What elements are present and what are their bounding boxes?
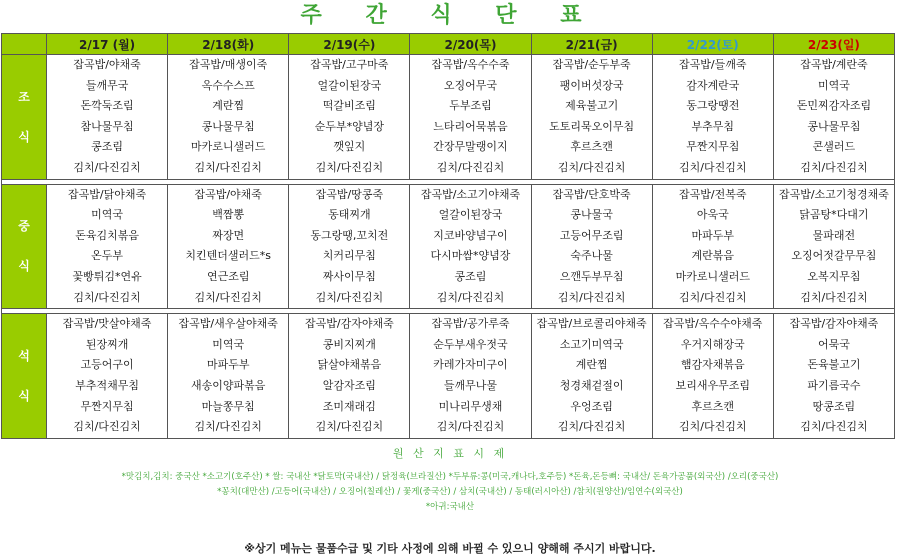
menu-item: 짜장면 [212,228,245,242]
menu-item: 김치/다진김치 [800,420,868,434]
menu-item: 들깨무국 [85,78,129,92]
menu-item: 청경채겉절이 [559,378,624,392]
menu-item: 부추무침 [691,119,735,133]
menu-cell [531,55,652,180]
menu-cell [47,184,168,309]
meal-label: 석 식 [2,314,47,439]
meal-label: 중 식 [2,184,47,309]
menu-item: 김치/다진김치 [557,420,626,434]
origin-notes [30,470,870,515]
menu-item: 제육불고기 [565,99,619,113]
menu-item: 닭살야채볶음 [317,358,382,372]
menu-item: 미나리무생채 [438,399,503,413]
menu-item: 된장찌개 [85,337,129,351]
menu-item: 간장무말랭이지 [433,140,508,154]
menu-item: 잡곡밥/브로콜리야채죽 [536,317,647,331]
meal-row [2,184,895,309]
menu-item: 콩나물무침 [807,119,861,133]
menu-item: 무짠지무침 [80,399,134,413]
menu-item: 잡곡밥/들깨죽 [679,58,747,71]
menu-item: 얼갈이된장국 [317,78,382,92]
menu-item: 김치/다진김치 [800,160,868,174]
menu-item: 김치/다진김치 [436,420,505,434]
menu-item: 잡곡밥/야채죽 [73,58,141,71]
menu-cell [531,184,652,309]
menu-item: 잡곡밥/맛살야채죽 [62,317,152,331]
menu-item: 잡곡밥/옥수수야채죽 [663,317,763,331]
menu-item: 김치/다진김치 [315,160,384,174]
menu-item: 계란볶음 [691,249,735,263]
menu-item: 콩비지찌개 [322,337,376,351]
menu-item: 연근조림 [206,269,250,283]
menu-cell [168,184,289,309]
menu-item: 잡곡밥/매생이죽 [189,58,268,71]
menu-item: 후르츠캔 [691,399,735,413]
menu-item: 잡곡밥/소고기야채죽 [420,187,521,201]
menu-item: 김치/다진김치 [194,290,262,304]
menu-cell [289,314,410,439]
menu-item: 파기름국수 [807,378,861,392]
menu-cell [410,55,531,180]
menu-item: 콩나물국 [570,208,613,222]
menu-item: 김치/다진김치 [194,420,262,434]
menu-item: 마카로니샐러드 [191,140,266,154]
menu-item: 김치/다진김치 [73,290,141,304]
day-header: 2/19(수) [289,34,410,55]
menu-item: 카레가자미구이 [433,358,508,372]
menu-item: 아욱국 [696,208,729,222]
menu-item: 마카로니샐러드 [675,269,750,283]
menu-item: 잡곡밥/야채죽 [194,187,262,201]
day-header: 2/17 (월) [47,34,168,55]
menu-item: 콩조림 [454,269,487,283]
menu-item: 잡곡밥/순두부죽 [552,58,631,71]
day-header: 2/23(일) [773,34,894,55]
menu-item: 김치/다진김치 [679,290,747,304]
menu-item: 깻잎지 [333,140,366,154]
menu-item: 느타리어묵볶음 [433,119,508,133]
menu-item: 오징어젓갈무무침 [791,249,877,263]
menu-item: 미역국 [212,337,245,351]
menu-item: 잡곡밥/감자야채죽 [304,317,394,331]
menu-cell [773,55,894,180]
menu-item: 후르츠캔 [570,140,613,154]
menu-item: 알감자조림 [322,378,376,392]
menu-item: 감자계란국 [686,78,740,92]
menu-item: 보리새우무조림 [675,378,750,392]
menu-item: 무짠지무침 [686,140,740,154]
menu-item: 콩나물무침 [201,119,255,133]
menu-item: 지코바양념구이 [433,228,508,242]
menu-cell [531,314,652,439]
menu-item: 새송이양파볶음 [191,378,266,392]
menu-item: 돈육불고기 [807,358,861,372]
menu-item: 미역국 [91,208,124,222]
menu-item: 옥수수스프 [201,78,255,92]
menu-item: 계란찜 [575,358,608,372]
menu-item: 김치/다진김치 [436,160,505,174]
menu-item: 순두부새우젓국 [433,337,508,351]
menu-item: 떡갈비조림 [322,99,376,113]
origin-line: *아귀:국내산 [425,502,475,512]
meal-label: 조 식 [2,55,47,180]
menu-item: 잡곡밥/옥수수죽 [431,58,510,71]
menu-item: 돈민찌감자조림 [796,99,872,113]
menu-cell [652,55,773,180]
menu-item: 돈깍둑조림 [80,99,134,113]
menu-item: 도토리묵오이무침 [549,119,635,133]
menu-item: 잡곡밥/고구마죽 [310,58,389,71]
meal-row [2,314,895,439]
menu-item: 고등어무조림 [559,228,624,242]
menu-item: 김치/다진김치 [315,290,384,304]
menu-item: 햄감자채볶음 [680,358,745,372]
menu-item: 소고기미역국 [559,337,624,351]
day-header: 2/22(토) [652,34,773,55]
menu-item: 땅콩조림 [812,399,856,413]
day-header: 2/18(화) [168,34,289,55]
menu-item: 마파두부 [206,358,250,372]
menu-item: 잡곡밥/닭야채죽 [68,187,147,201]
menu-item: 잡곡밥/공가루죽 [431,317,510,331]
meal-row [2,55,895,180]
menu-item: 꽃빵튀김*연유 [72,269,142,283]
menu-item: 잡곡밥/감자야채죽 [789,317,879,331]
origin-line: *꽁치(대만산) /고등어(국내산) / 오징어(칠레산) / 꽃게(중국산) / 삼치(국내산) / 동태(러시아산) /참치(원양산)/임연수(외국산) [217,487,683,497]
menu-item: 마파두부 [691,228,735,242]
day-header: 2/20(목) [410,34,531,55]
menu-cell [773,184,894,309]
menu-item: 김치/다진김치 [679,420,747,434]
menu-item: 콘샐러드 [812,140,856,154]
menu-item: 부추적채무침 [75,378,139,392]
menu-item: 동태찌개 [328,208,371,222]
menu-cell [652,314,773,439]
menu-item: 다시마쌈*양념장 [430,249,511,263]
menu-item: 백짬뽕 [212,208,245,222]
menu-item: 김치/다진김치 [315,420,384,434]
menu-item: 얼갈이된장국 [438,208,503,222]
menu-item: 김치/다진김치 [557,160,626,174]
menu-item: 어묵국 [817,337,850,351]
menu-item: 돈육김치볶음 [75,228,139,242]
menu-cell [289,184,410,309]
menu-item: 김치/다진김치 [800,290,868,304]
menu-item: 마늘쫑무침 [201,399,255,413]
menu-item: 숙주나물 [570,249,613,263]
menu-item: 잡곡밥/전복죽 [679,187,747,201]
menu-cell [410,184,531,309]
menu-item: 으깬두부무침 [559,269,624,283]
menu-item: 잡곡밥/새우살야채죽 [178,317,278,331]
menu-item: 우엉조림 [570,399,613,413]
menu-item: 잡곡밥/소고기청경채죽 [778,187,889,201]
menu-cell [168,314,289,439]
weekly-menu-table [1,33,895,439]
menu-item: 고등어구이 [80,358,134,372]
origin-line: *맛김치,김치: 중국산 *소고기(호주산) * 쌀: 국내산 *닭토막(국내산) / 닭정육(브라질산) *두부류:콩(미국,캐나다,호주등) *돈육,돈등뼈: 국내산/ 돈육가공품(외국산) /오리(중국산) [121,472,779,482]
menu-cell [652,184,773,309]
menu-item: 온두부 [91,249,124,263]
menu-item: 김치/다진김치 [73,420,141,434]
origin-title: 원 산 지 표 시 제 [392,447,508,460]
corner-cell [2,34,47,55]
menu-item: 오징어무국 [443,78,498,92]
menu-item: 치킨텐더샐러드*s [185,249,272,263]
menu-item: 물파래전 [812,228,856,242]
menu-item: 미역국 [817,78,850,92]
menu-item: 동그랑땡전 [686,99,740,113]
menu-item: 들깨무나물 [443,378,498,392]
menu-item: 잡곡밥/단호박죽 [552,187,631,201]
menu-item: 김치/다진김치 [194,160,262,174]
menu-item: 팽이버섯장국 [559,78,624,92]
menu-item: 조미재래김 [322,399,376,413]
menu-item: 김치/다진김치 [557,290,626,304]
menu-item: 짜사이무침 [322,269,376,283]
page-title: 주 간 식 단 표 [300,3,600,28]
menu-item: 김치/다진김치 [436,290,505,304]
menu-item: 동그랑땡,꼬치전 [310,228,389,242]
menu-item: 잡곡밥/땅콩죽 [315,187,384,201]
menu-item: 두부조림 [449,99,492,113]
menu-cell [410,314,531,439]
menu-cell [773,314,894,439]
menu-change-notice: ※상기 메뉴는 물품수급 및 기타 사정에 의해 바뀔 수 있으니 양해해 주시기 바랍니다. [244,542,656,555]
menu-item: 오복지무침 [807,269,861,283]
menu-item: 콩조림 [91,140,124,154]
menu-item: 참나물무침 [80,119,134,133]
menu-item: 닭곰탕*다대기 [799,208,869,222]
menu-cell [47,55,168,180]
menu-item: 순두부*양념장 [314,119,384,133]
menu-item: 우거지해장국 [680,337,745,351]
day-header: 2/21(금) [531,34,652,55]
menu-cell [47,314,168,439]
menu-cell [289,55,410,180]
menu-item: 김치/다진김치 [679,160,747,174]
menu-item: 김치/다진김치 [73,160,141,174]
menu-item: 계란찜 [212,99,245,113]
menu-item: 잡곡밥/계란죽 [800,58,868,71]
menu-item: 치커리무침 [322,249,376,263]
day-header-row [2,34,895,55]
menu-cell [168,55,289,180]
